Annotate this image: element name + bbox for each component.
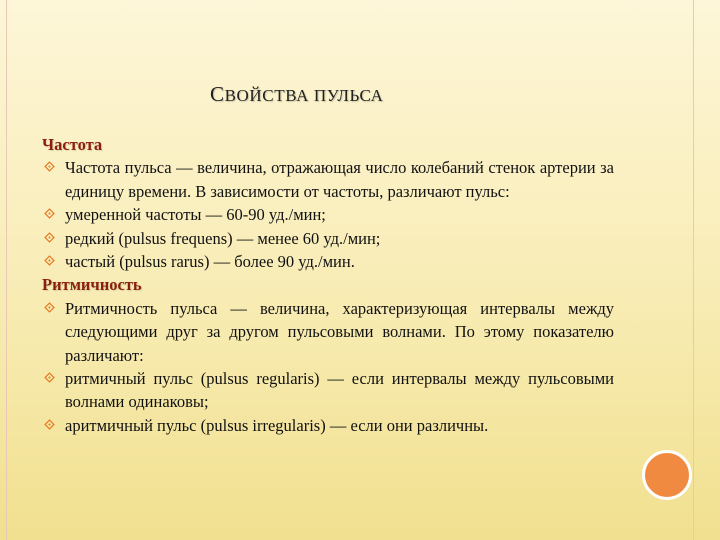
list-item bbox=[42, 297, 614, 367]
diamond-bullet-icon bbox=[44, 372, 55, 383]
diamond-bullet-icon bbox=[44, 161, 55, 172]
list-item-text: Частота пульса — величина, отражающая число колебаний стенок артерии за единицу времени. В зависимости от частоты, различают пульс: bbox=[65, 158, 614, 201]
list-item-text: Ритмичность пульса — величина, характеризующая интервалы между следующими друг за другом пульсовыми волнами. По этому показателю различают: bbox=[65, 298, 614, 365]
list-item bbox=[42, 227, 614, 250]
list-item-text: редкий (pulsus frequens) — менее 60 уд./мин; bbox=[65, 228, 381, 248]
section-heading-frequency: Частота bbox=[42, 135, 103, 154]
list-item bbox=[42, 367, 614, 414]
diamond-bullet-icon bbox=[44, 419, 55, 430]
slide-content bbox=[42, 133, 614, 437]
diamond-bullet-icon bbox=[44, 232, 55, 243]
list-item-text: умеренной частоты — 60-90 уд./мин; bbox=[65, 205, 326, 225]
frame-line-left bbox=[6, 0, 7, 540]
slide-title bbox=[210, 82, 383, 107]
diamond-bullet-icon bbox=[44, 255, 55, 266]
list-item-text: ритмичный пульс (pulsus regularis) — если интервалы между пульсовыми волнами одинаковы; bbox=[65, 369, 614, 412]
section-heading-rhythm: Ритмичность bbox=[42, 275, 142, 295]
frame-line-right bbox=[693, 0, 694, 540]
list-item bbox=[42, 250, 614, 273]
slide-title-rest: ВОЙСТВА ПУЛЬСА bbox=[224, 86, 384, 105]
slide-title-initial: С bbox=[210, 82, 225, 106]
list-item-text: частый (pulsus rarus) — более 90 уд./мин. bbox=[65, 252, 355, 272]
list-item bbox=[42, 156, 614, 203]
diamond-bullet-icon bbox=[44, 302, 55, 313]
diamond-bullet-icon bbox=[44, 208, 55, 219]
list-item bbox=[42, 203, 614, 226]
list-item bbox=[42, 414, 614, 437]
list-item-text: аритмичный пульс (pulsus irregularis) — если они различны. bbox=[65, 415, 489, 435]
decorative-circle bbox=[642, 450, 692, 500]
